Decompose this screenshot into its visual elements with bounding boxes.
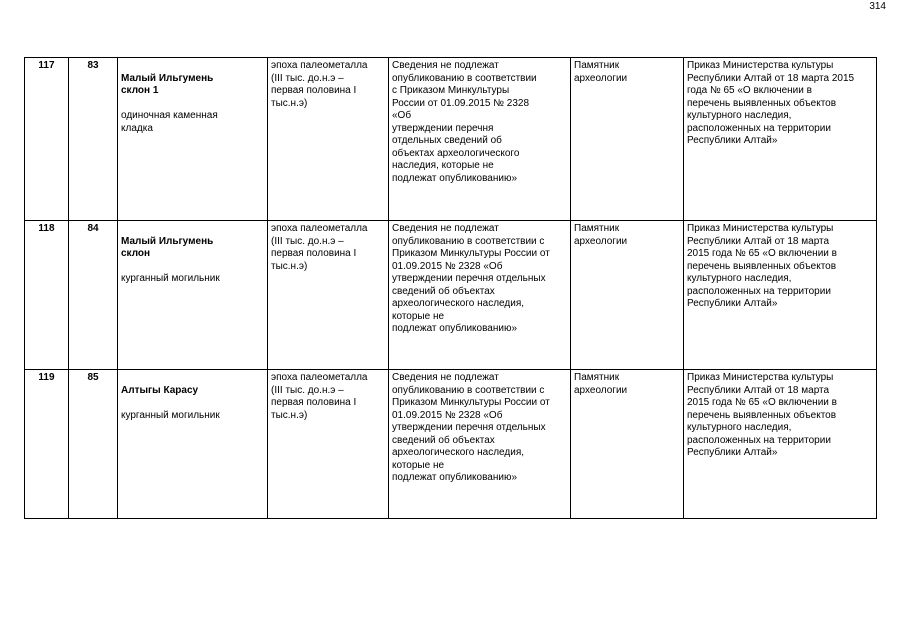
object-type: одиночная каменная кладка	[121, 110, 218, 134]
order-cell: Приказ Министерства культуры Республики Алтай от 18 марта 2015 года № 65 «О включении в перечень выявленных объектов культурного наследия, расположенных на территории Республики Алтай»	[684, 58, 877, 221]
object-type: курганный могильник	[121, 273, 220, 284]
object-number: 85	[69, 370, 118, 519]
category-cell: Памятник археологии	[571, 370, 684, 519]
object-name: Малый Ильгумень склон	[121, 235, 214, 259]
object-name: Малый Ильгумень склон 1	[121, 72, 214, 96]
row-number: 119	[25, 370, 69, 519]
epoch-cell: эпоха палеометалла (III тыс. до.н.э – первая половина I тыс.н.э)	[268, 221, 389, 370]
info-cell: Сведения не подлежат опубликованию в соответствии с Приказом Минкультуры России от 01.09.2015 № 2328 «Об утверждении перечня отдельных сведений об объектах археологического наследия, которые не подлежат опубликованию»	[389, 58, 571, 221]
order-cell: Приказ Министерства культуры Республики Алтай от 18 марта 2015 года № 65 «О включении в перечень выявленных объектов культурного наследия, расположенных на территории Республики Алтай»	[684, 370, 877, 519]
table-row	[25, 58, 877, 221]
table-row	[25, 370, 877, 519]
heritage-registry-table	[24, 57, 877, 519]
object-number: 84	[69, 221, 118, 370]
category-cell: Памятник археологии	[571, 58, 684, 221]
object-type: курганный могильник	[121, 409, 220, 421]
row-number: 118	[25, 221, 69, 370]
page-number: 314	[869, 1, 886, 12]
object-name: Алтыгы Карасу	[121, 384, 199, 396]
table-row	[25, 221, 877, 370]
category-cell: Памятник археологии	[571, 221, 684, 370]
object-cell	[118, 370, 268, 519]
object-cell	[118, 58, 268, 221]
object-number: 83	[69, 58, 118, 221]
info-cell: Сведения не подлежат опубликованию в соответствии с Приказом Минкультуры России от 01.09.2015 № 2328 «Об утверждении перечня отдельных сведений об объектах археологического наследия, которые не подлежат опубликованию»	[389, 370, 571, 519]
epoch-cell: эпоха палеометалла (III тыс. до.н.э – первая половина I тыс.н.э)	[268, 58, 389, 221]
info-cell: Сведения не подлежат опубликованию в соответствии с Приказом Минкультуры России от 01.09.2015 № 2328 «Об утверждении перечня отдельных сведений об объектах археологического наследия, которые не подлежат опубликованию»	[389, 221, 571, 370]
row-number: 117	[25, 58, 69, 221]
order-cell: Приказ Министерства культуры Республики Алтай от 18 марта 2015 года № 65 «О включении в перечень выявленных объектов культурного наследия, расположенных на территории Республики Алтай»	[684, 221, 877, 370]
object-cell	[118, 221, 268, 370]
epoch-cell: эпоха палеометалла (III тыс. до.н.э – первая половина I тыс.н.э)	[268, 370, 389, 519]
